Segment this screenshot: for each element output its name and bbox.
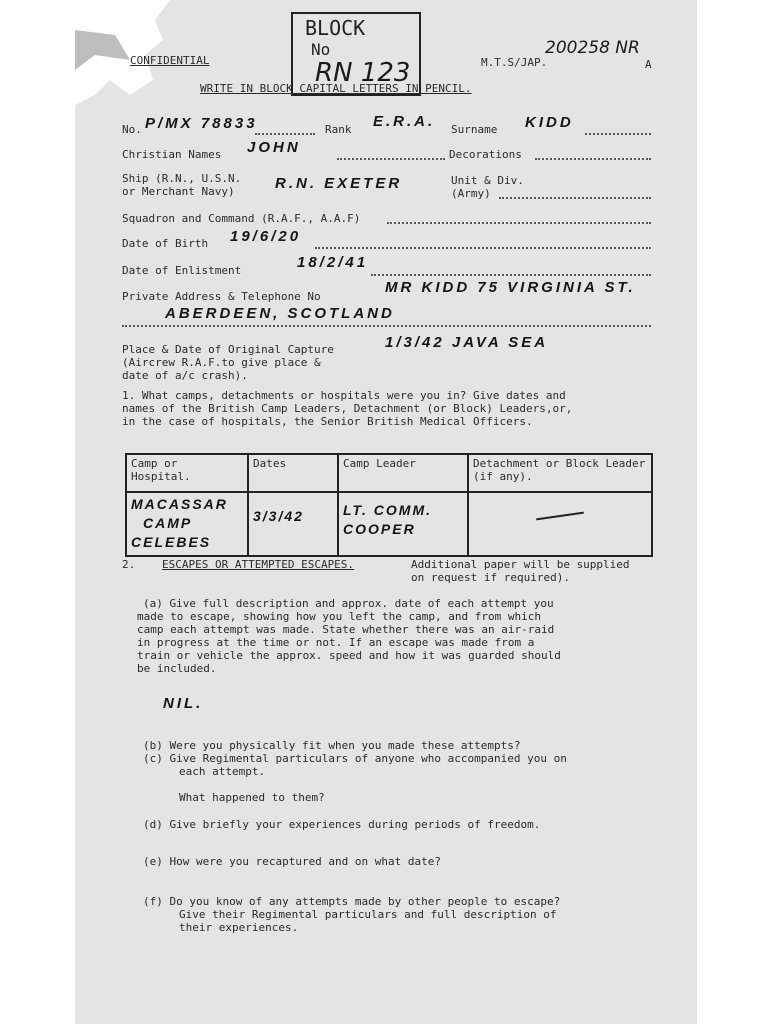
- date-of-birth-label: Date of Birth: [122, 237, 209, 250]
- service-no-label: No.: [122, 123, 142, 136]
- ship-label-2: or Merchant Navy): [122, 185, 235, 198]
- camp-table: [125, 453, 653, 557]
- enlistment-label: Date of Enlistment: [122, 264, 242, 277]
- q2a-text-5: train or vehicle the approx. speed and how it was guarded should: [137, 649, 561, 662]
- capture-label-2: (Aircrew R.A.F.to give place &: [122, 356, 321, 369]
- surname-value: KIDD: [525, 114, 574, 131]
- dotted-line: [387, 222, 651, 224]
- service-no-value: P/MX 78833: [145, 115, 258, 132]
- leader-line-2: COOPER: [343, 521, 416, 537]
- rank-label: Rank: [325, 123, 352, 136]
- confidential-label: CONFIDENTIAL: [130, 54, 210, 67]
- dates-value: 3/3/42: [253, 508, 304, 524]
- instruction-heading: WRITE IN BLOCK CAPITAL LETTERS IN PENCIL.: [200, 82, 472, 95]
- ship-label: Ship (R.N., U.S.N.: [122, 172, 242, 185]
- q2c-text-3: What happened to them?: [179, 791, 325, 804]
- camp-line-1: MACASSAR: [131, 496, 228, 512]
- document-page: [75, 0, 697, 1024]
- q2-note-1: Additional paper will be supplied: [411, 558, 630, 571]
- cell-camp-leader: [338, 492, 468, 556]
- q1-text-3: in the case of hospitals, the Senior British Medical Officers.: [122, 415, 533, 428]
- capture-label: Place & Date of Original Capture: [122, 343, 334, 356]
- christian-names-label: Christian Names: [122, 148, 222, 161]
- q2-title: ESCAPES OR ATTEMPTED ESCAPES.: [162, 558, 355, 571]
- q2f-text-1: (f) Do you know of any attempts made by other people to escape?: [143, 895, 561, 908]
- ship-value: R.N. EXETER: [275, 175, 403, 192]
- q2a-text-1: (a) Give full description and approx. date of each attempt you: [143, 597, 554, 610]
- squadron-label: Squadron and Command (R.A.F., A.A.F): [122, 212, 361, 225]
- leader-line-1: LT. COMM.: [343, 502, 433, 518]
- form-ref-handwritten: 200258 NR: [545, 38, 640, 58]
- q1-text-2: names of the British Camp Leaders, Detachment (or Block) Leaders,or,: [122, 402, 573, 415]
- dotted-line: [315, 247, 651, 249]
- unit-label-2: (Army): [451, 187, 491, 200]
- enlistment-value: 18/2/41: [297, 254, 369, 271]
- capture-label-3: date of a/c crash).: [122, 369, 248, 382]
- cell-dates: [248, 492, 338, 556]
- q2c-text-2: each attempt.: [179, 765, 266, 778]
- date-of-birth-value: 19/6/20: [230, 228, 302, 245]
- q2e-text: (e) How were you recaptured and on what date?: [143, 855, 442, 868]
- q2b-text: (b) Were you physically fit when you made these attempts?: [143, 739, 521, 752]
- stamp-no: No: [311, 40, 331, 59]
- form-ref-label: M.T.S/JAP.: [481, 56, 548, 69]
- form-ref-suffix: A: [645, 58, 652, 71]
- stamp-number: RN 123: [315, 58, 411, 88]
- cell-detachment-leader: [468, 492, 652, 556]
- q2a-text-3: camp each attempt was made. State whether there was an air-raid: [137, 623, 555, 636]
- table-row: [126, 492, 652, 556]
- rank-value: E.R.A.: [373, 113, 436, 130]
- dotted-line: [585, 133, 651, 135]
- address-value-2: ABERDEEN, SCOTLAND: [165, 305, 395, 322]
- q2a-answer: NIL.: [163, 695, 204, 712]
- capture-value: 1/3/42 JAVA SEA: [385, 334, 549, 351]
- cell-camp: [126, 492, 248, 556]
- dash-mark: [536, 512, 584, 521]
- christian-names-value: JOHN: [247, 139, 301, 156]
- header-dates: Dates: [248, 454, 338, 492]
- q2-number: 2.: [122, 558, 136, 571]
- stamp-word: BLOCK: [305, 16, 366, 40]
- dotted-line: [535, 158, 651, 160]
- q2a-text-6: be included.: [137, 662, 217, 675]
- decorations-label: Decorations: [449, 148, 522, 161]
- camp-line-3: CELEBES: [131, 534, 212, 550]
- header-camp: Camp or Hospital.: [126, 454, 248, 492]
- dotted-line: [337, 158, 445, 160]
- q2f-text-3: their experiences.: [179, 921, 299, 934]
- q2d-text: (d) Give briefly your experiences during periods of freedom.: [143, 818, 541, 831]
- q2a-text-2: made to escape, showing how you left the camp, and from which: [137, 610, 541, 623]
- surname-label: Surname: [451, 123, 498, 136]
- dotted-line: [371, 274, 651, 276]
- header-detachment-leader: Detachment or Block Leader (if any).: [468, 454, 652, 492]
- q1-text-1: 1. What camps, detachments or hospitals were you in? Give dates and: [122, 389, 566, 402]
- q2-note-2: on request if required).: [411, 571, 570, 584]
- camp-line-2: CAMP: [143, 515, 193, 531]
- dotted-line: [122, 325, 651, 327]
- unit-label: Unit & Div.: [451, 174, 524, 187]
- q2c-text-1: (c) Give Regimental particulars of anyone who accompanied you on: [143, 752, 567, 765]
- q2a-text-4: in progress at the time or not. If an escape was made from a: [137, 636, 535, 649]
- dotted-line: [255, 133, 315, 135]
- address-label: Private Address & Telephone No: [122, 290, 321, 303]
- address-value-1: MR KIDD 75 VIRGINIA ST.: [385, 279, 636, 296]
- q2f-text-2: Give their Regimental particulars and full description of: [179, 908, 557, 921]
- dotted-line: [499, 197, 651, 199]
- header-camp-leader: Camp Leader: [338, 454, 468, 492]
- table-header-row: [126, 454, 652, 492]
